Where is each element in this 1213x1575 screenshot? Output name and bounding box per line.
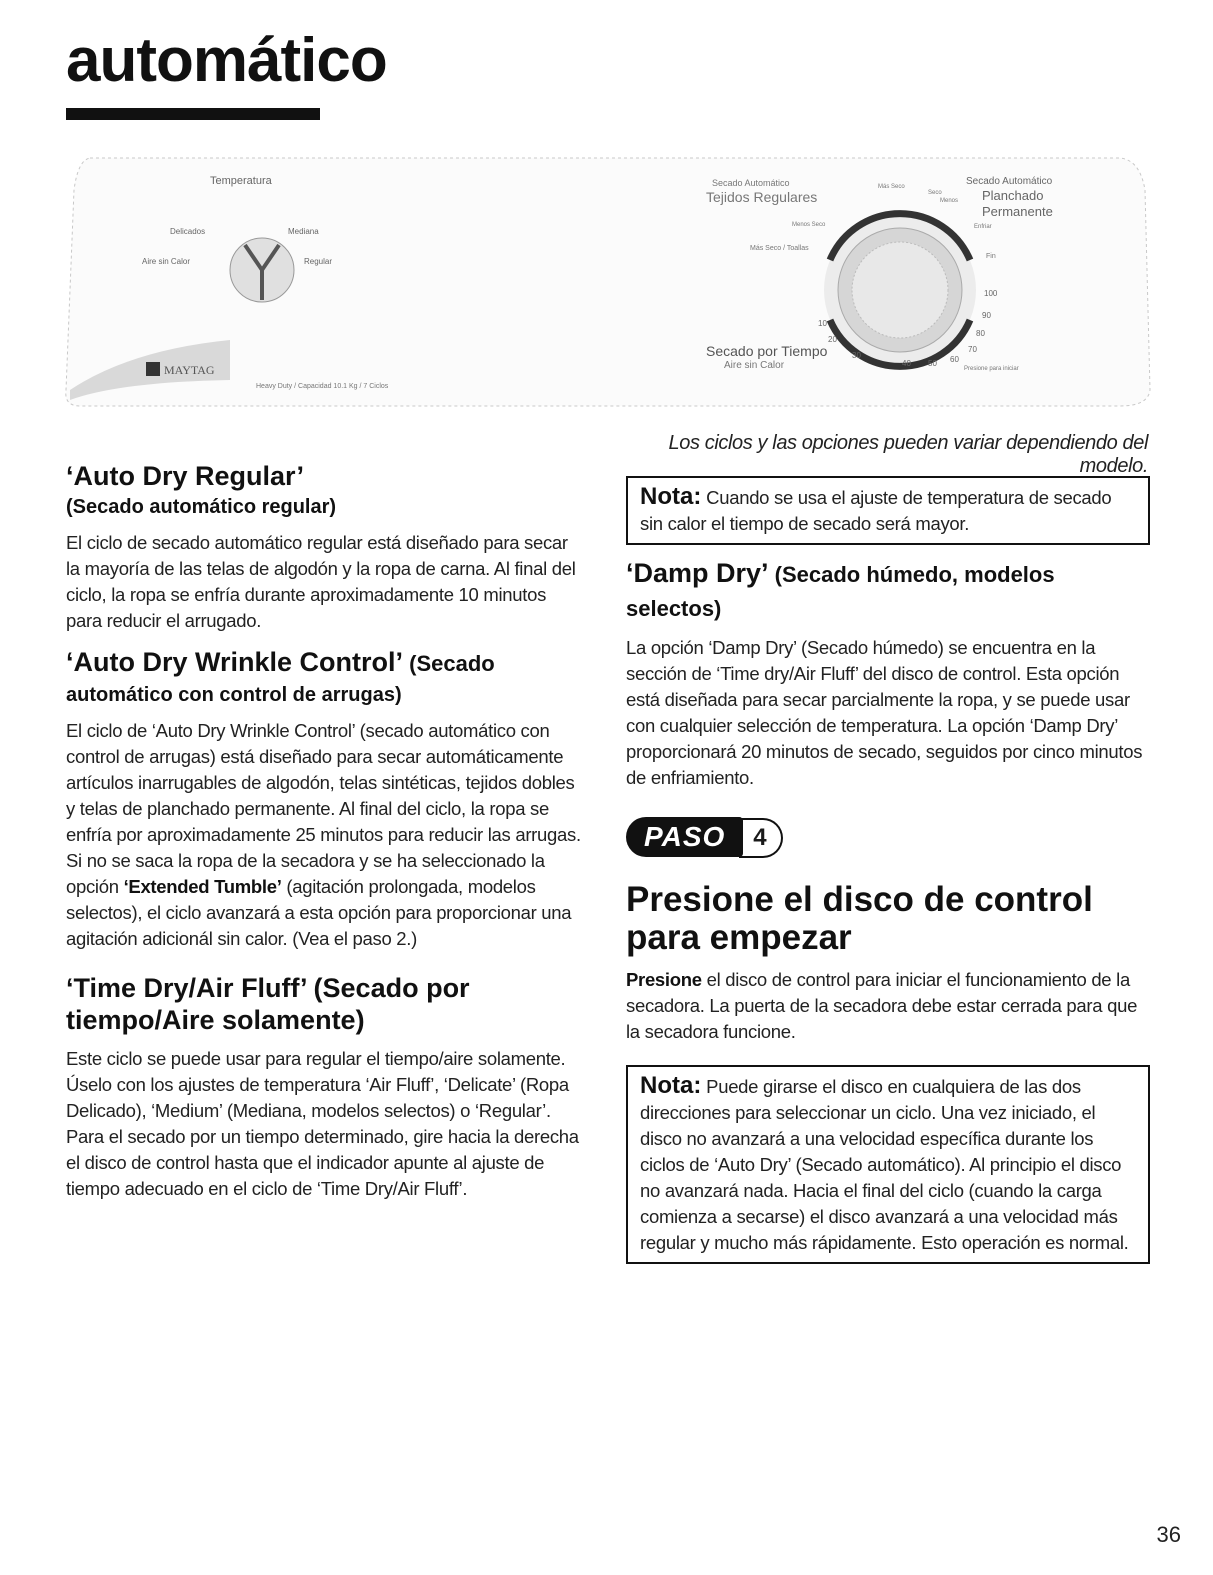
dial-menos: Menos — [940, 198, 959, 204]
dial-secado-tiempo: Secado por Tiempo — [706, 343, 828, 359]
temp-regular: Regular — [304, 257, 333, 266]
note-body: Cuando se usa el ajuste de temperatura de secado sin calor el tiempo de secado será mayor. — [640, 487, 1112, 534]
body-part: (agitación prolongada, modelos selectos), el ciclo avanzará a esta opción para proporcionar una agitación adicionál sin calor. (Vea el paso 2.) — [66, 876, 572, 949]
page-number: 36 — [1156, 1522, 1181, 1547]
dial-number: 30 — [852, 351, 861, 360]
temp-mediana: Mediana — [288, 227, 319, 236]
dial-number: 100 — [984, 289, 998, 298]
note-box — [626, 476, 1150, 545]
dial-mas-seco-toallas: Más Seco / Toallas — [750, 245, 809, 252]
brand-name: MAYTAG — [164, 363, 215, 377]
section-title — [626, 557, 1150, 625]
dial-number: 50 — [928, 359, 937, 368]
section-title — [66, 646, 586, 680]
dial-tejidos: Tejidos Regulares — [706, 189, 818, 205]
temp-delicados: Delicados — [170, 227, 206, 236]
section-auto-dry-wrinkle — [66, 646, 586, 952]
note-label: Nota: — [640, 483, 702, 510]
dial-presione: Presione para iniciar — [964, 366, 1019, 372]
dial-enfriar: Enfriar — [974, 224, 992, 230]
title-main: ‘Damp Dry’ — [626, 558, 769, 588]
section-title: ‘Auto Dry Regular’ — [66, 461, 305, 491]
dial-number: 90 — [982, 311, 991, 320]
note-label: Nota: — [640, 1072, 702, 1099]
body-part: el disco de control para iniciar el funcionamiento de la secadora. La puerta de la secadora debe estar cerrada para que la secadora funcione. — [626, 969, 1138, 1042]
step-body — [626, 967, 1150, 1045]
title-main: ‘Auto Dry Wrinkle Control’ — [66, 647, 404, 677]
step-badge — [626, 817, 1150, 861]
section-time-dry — [66, 972, 586, 1202]
dial-number: 40 — [902, 359, 911, 368]
section-body — [66, 718, 586, 952]
section-damp-dry — [626, 557, 1150, 791]
right-column — [626, 476, 1150, 1264]
dial-secado-auto: Secado Automático — [712, 178, 790, 188]
capacity-label: Heavy Duty / Capacidad 10.1 Kg / 7 Ciclos — [256, 383, 389, 390]
dial-mas-seco: Más Seco — [878, 184, 905, 190]
dial-aire-sin-calor: Aire sin Calor — [724, 360, 785, 371]
section-subtitle: automático con control de arrugas) — [66, 684, 402, 706]
step-title: Presione el disco de control para empezar — [626, 880, 1093, 957]
section-body: El ciclo de secado automático regular está diseñado para secar la mayoría de las telas de algodón y la ropa de carna. Al final del ciclo, la ropa se enfría durante aproximadamente 10 minutos para reducir el arrugado. — [66, 532, 576, 631]
dial-secado-auto-right: Secado Automático — [966, 176, 1053, 187]
dial-seco: Seco — [928, 190, 942, 196]
control-dial — [824, 214, 976, 367]
control-panel-illustration — [60, 150, 1156, 410]
dial-fin: Fin — [986, 253, 996, 260]
body-part: El ciclo de ‘Auto Dry Wrinkle Control’ (secado automático con control de arrugas) está diseñado para secar automáticamente artículos inarrugables de algodón, telas sintéticas, tejidos dobles y telas de planchado permanente. Al final del ciclo, la ropa se enfría por aproximadamente 25 minutos para reducir las arrugas. Si no se saca la ropa de la secadora y se ha seleccionado la opción — [66, 720, 581, 897]
step-label: PASO — [626, 817, 743, 857]
title-suffix: (Secado húmedo, modelos selectos) — [626, 562, 1055, 621]
dial-number: 10 — [818, 319, 827, 328]
left-column — [66, 460, 586, 1214]
note-box — [626, 1065, 1150, 1264]
dial-permanente: Permanente — [982, 204, 1053, 219]
step-number: 4 — [739, 818, 782, 858]
body-emphasis: Presione — [626, 969, 702, 990]
dial-number: 20 — [828, 335, 837, 344]
brand-logo-mark — [146, 362, 160, 376]
section-body: Este ciclo se puede usar para regular el tiempo/aire solamente. Úselo con los ajustes de temperatura ‘Air Fluff’, ‘Delicate’ (Ropa Delicado), ‘Medium’ (Mediana, modelos selectos) o ‘Regular’. Para el secado por un tiempo determinado, gire hacia la derecha el disco de control hasta que el indicador apunte al ajuste de tiempo adecuado en el ciclo de ‘Time Dry/Air Fluff’. — [66, 1048, 579, 1199]
section-title: ‘Time Dry/Air Fluff’ (Secado por tiempo/Aire solamente) — [66, 973, 470, 1035]
dial-planchado: Planchado — [982, 188, 1044, 203]
section-auto-dry-regular — [66, 460, 586, 634]
temperature-knob — [230, 238, 294, 302]
page-title: automático — [66, 26, 387, 95]
section-subtitle: (Secado automático regular) — [66, 496, 337, 518]
temp-aire: Aire sin Calor — [142, 257, 191, 266]
dial-number: 80 — [976, 329, 985, 338]
temp-label: Temperatura — [210, 175, 272, 187]
section-body: La opción ‘Damp Dry’ (Secado húmedo) se encuentra en la sección de ‘Time dry/Air Fluff’ del disco de control. Esta opción está diseñada para secar parcialmente la ropa, y se puede usar con cualquier selección de temperatura. La opción ‘Damp Dry’ proporcionará 20 minutos de secado, seguidos por cinco minutos de enfriamiento. — [626, 637, 1143, 788]
title-rule — [66, 108, 320, 120]
dial-number: 70 — [968, 345, 977, 354]
figure-caption: Los ciclos y las opciones pueden variar dependiendo del modelo. — [668, 432, 1148, 477]
title-suffix: (Secado — [403, 651, 495, 676]
dial-menos-seco: Menos Seco — [792, 222, 826, 228]
note-body: Puede girarse el disco en cualquiera de las dos direcciones para seleccionar un ciclo. Una vez iniciado, el disco no avanzará a una velocidad específica durante los ciclos de ‘Auto Dry’ (Secado automático). Al principio el disco no avanzará nada. Hacia el final del ciclo (cuando la carga comienza a secarse) el disco avanzará a una velocidad más regular y mucho más rápidamente. Esto operación es normal. — [640, 1076, 1129, 1253]
body-emphasis: ‘Extended Tumble’ — [123, 876, 282, 897]
dial-number: 60 — [950, 355, 959, 364]
